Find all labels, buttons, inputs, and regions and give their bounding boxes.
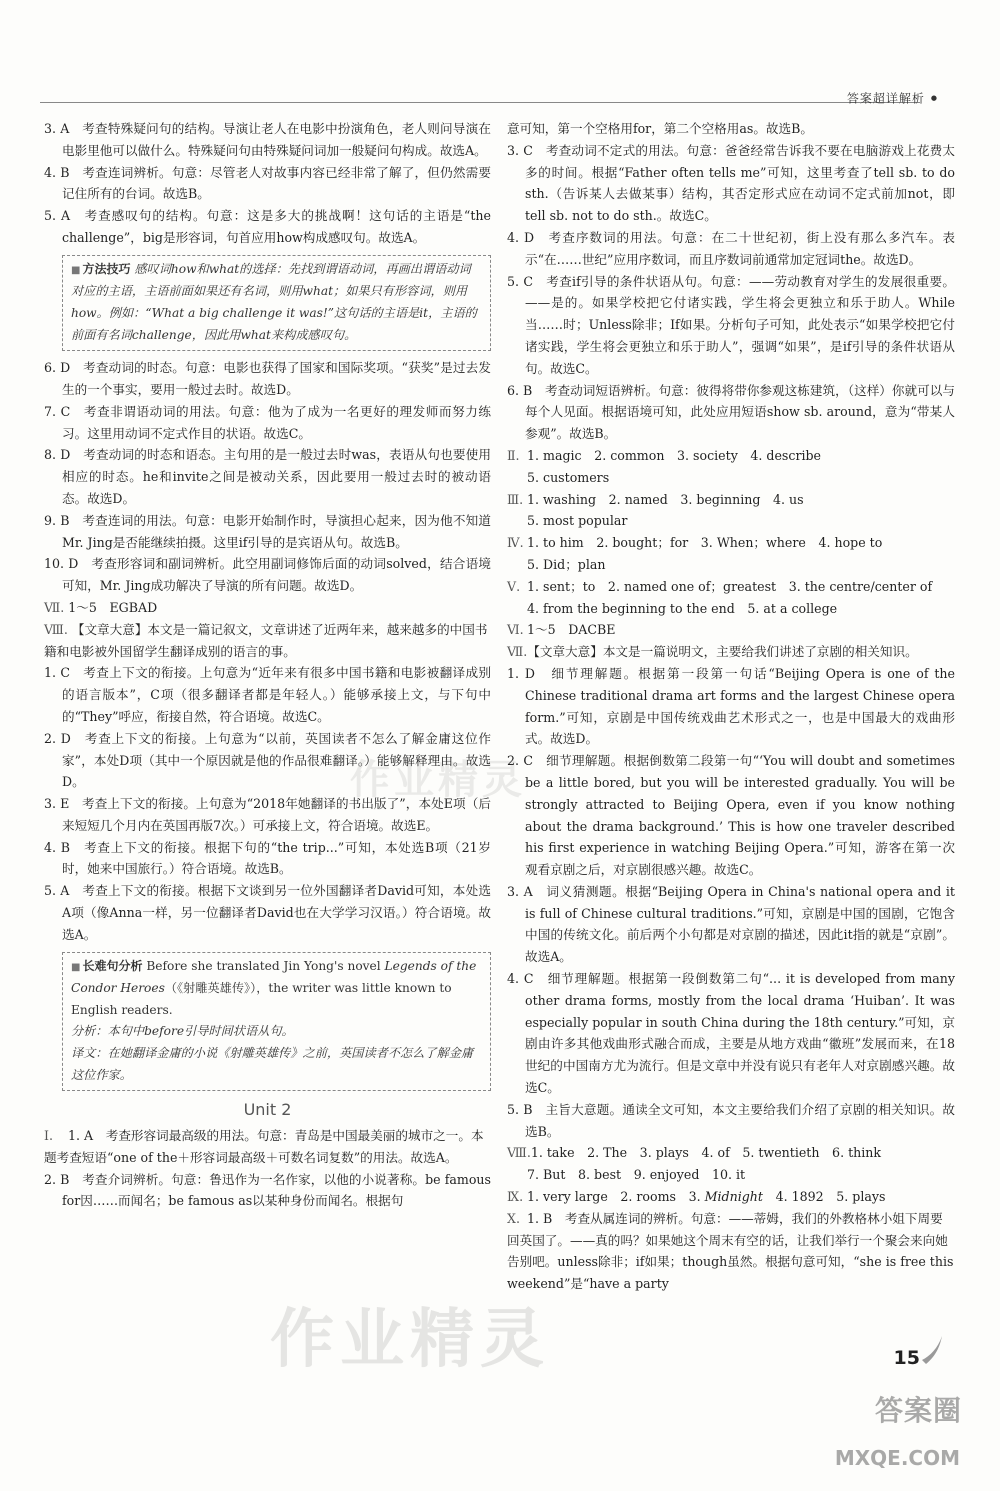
section-iv-cont: 5. Did；plan [527,556,606,572]
section-v-cont: 4. from the beginning to the end 5. at a college [527,600,838,616]
section-iii [507,489,955,511]
section-ix [507,1186,955,1208]
answer-item: 4. D 考查序数词的用法。句意：在二十世纪初，街上没有那么多汽车。表示“在……世纪”应用序数词，而且序数词前通常加定冠词the。故选D。 [507,229,955,267]
section-vii [44,597,491,619]
section-ii [507,445,955,467]
section-label: Ⅱ. [507,447,520,463]
section-answers: 1. washing 2. named 3. beginning 4. us [527,491,804,507]
section-x [507,1208,955,1295]
answer-item: 7. C 考查非谓语动词的用法。句意：他为了成为一名更好的理发师而努力练习。这里用动词不定式作目的状语。故选C。 [44,403,491,441]
section-viii [507,1142,955,1164]
section-answers-italic: Midnight [704,1189,763,1205]
brand-url: MXQE.COM [834,1446,960,1470]
right-column [507,118,955,1295]
section-label: Ⅹ. [507,1210,520,1226]
section-label: Ⅶ. [507,644,528,660]
section-i [44,1125,491,1169]
section-answers: 1. magic 2. common 3. society 4. describe [527,447,822,463]
translation-line: 译文：在她翻译金庸的小说《射雕英雄传》之前，英国读者不怎么了解金庸这位作家。 [71,1046,474,1082]
analysis-box [62,952,491,1092]
analysis-title: ■ 长难句分析 [71,959,142,973]
answer-item: 3. E 考查上下文的衔接。上句意为“2018年她翻译的书出版了”，本处E项（后来短短几个月内在英国再版7次。）可承接上文，符合语境。故选E。 [44,796,491,833]
section-viii-cont: 7. But 8. best 9. enjoyed 10. it [527,1167,746,1183]
section-label: Ⅶ. [44,599,65,615]
section-iv [507,532,955,554]
analysis-sentence-b: （《射雕英雄传》），the writer was little known to English readers. [71,981,452,1017]
answer-item: 1. C 考查上下文的衔接。上句意为“近年来有很多中国书籍和电影被翻译成别的语言版本”，C项（很多翻译者都是年轻人。）能够承接上文，与下句中的“They”呼应，衔接自然，符合语境。故选C。 [44,665,491,724]
answer-item: 4. B 考查连词辨析。句意：尽管老人对故事内容已经非常了解了，但仍然需要记住所有的台词。故选B。 [44,164,491,202]
answer-item: 意可知，第一个空格用for，第二个空格用as。故选B。 [507,121,813,136]
answer-item: 1. A 考查形容词最高级的用法。句意：青岛是中国最美丽的城市之一。本题考查短语“one of the＋形容词最高级＋可数名词复数”的用法。故选A。 [44,1128,484,1165]
section-answers-b: 4. 1892 5. plays [762,1189,886,1205]
answer-item: 2. D 考查上下文的衔接。上句意为“以前，英国读者不怎么了解金庸这位作家”，本处D项（其中一个原因就是他的作品很难翻译。）能够解释理由。故选D。 [44,730,491,790]
answer-item: 10. D 考查形容词和副词辨析。此空用副词修饰后面的动词solved，结合语境可知，Mr. Jing成功解决了导演的所有问题。故选D。 [44,556,491,594]
answer-item: 3. A 考查特殊疑问句的结构。导演让老人在电影中扮演角色，老人则问导演在电影里他可以做什么。特殊疑问句由特殊疑问词加一般疑问句构成。故选A。 [44,121,491,158]
header-title: 答案超详解析 ● [847,88,938,110]
section-label: Ⅵ. [507,622,524,638]
answer-item: 8. D 考查动词的时态和语态。主句用的是一般过去时was，表语从句也要使用相应的时态。he和invite之间是被动关系，因此要用一般过去时的被动语态。故选D。 [44,447,491,506]
answer-item: 9. B 考查连词的用法。句意：电影开始制作时，导演担心起来，因为他不知道Mr. Jing是否能继续拍摄。这里if引导的是宾语从句。故选B。 [44,512,491,550]
section-answers: 1. to him 2. bought；for 3. When；where 4. hope to [527,535,883,551]
answer-item: 5. B 主旨大意题。通读全文可知，本文主要给我们介绍了京剧的相关知识。故选B。 [507,1101,955,1139]
section-vii [507,641,955,663]
tip-text: 感叹词how和what的选择：先找到谓语动词，再画出谓语动词对应的主语，主语前面如果还有名词，则用what；如果只有形容词，则用how。例如：“What a big challenge it was!”这句话的主语是it，主语的前面有名词challenge，因此用what来构成感叹句。 [71,261,477,342]
analysis-sentence-a: Before she translated Jin Yong's novel [146,958,385,973]
tip-box [62,255,491,351]
answer-item: 5. A 考查上下文的衔接。根据下文谈到另一位外国翻译者David可知，本处选A项（像Anna一样，另一位翻译者David也在大学学习汉语。）符合语境。故选A。 [44,883,491,942]
section-label: Ⅳ. [507,535,524,551]
section-viii [44,619,491,663]
section-answers: 1. sent；to 2. named one of；greatest 3. the centre/center of [527,578,933,594]
header-rule [40,102,920,103]
answer-item: 6. D 考查动词的时态。句意：电影也获得了国家和国际奖项。“获奖”是过去发生的一个事实，要用一般过去时。故选D。 [44,360,491,397]
section-answers: 1. take 2. The 3. plays 4. of 5. twentieth 6. think [530,1145,882,1161]
watermark-mid: 作业精灵 [350,757,526,803]
section-answers: 1～5 EGBAD [68,599,158,615]
answer-item: 5. A 考查感叹句的结构。句意：这是多大的挑战啊！这句话的主语是“the challenge”，big是形容词，句首应用how构成感叹句。故选A。 [44,208,491,245]
answer-item: 5. C 考查if引导的条件状语从句。句意：——劳动教育对学生的发展很重要。——是的。如果学校把它付诸实践，学生将会更独立和乐于助人。While当……时；Unless除非；If如果。分析句子可知，此处表示“如果学校把它付诸实践，学生将会更独立和乐于助人”，强调“如果”，是if引导的条件状语从句。故选C。 [507,273,955,376]
answer-item: 3. A 词义猜测题。根据“Beijing Opera in China's national opera and it is full of Chinese cultural traditions.”可知，京剧是中国的国剧，它饱含中国的传统文化。前后两个小句都是对京剧的描述，因此it指的就是“京剧”。故选A。 [507,883,955,965]
section-vi [507,619,955,641]
section-label: Ⅰ. [44,1128,53,1144]
analysis-line: 分析：本句中before引导时间状语从句。 [71,1024,294,1039]
answer-item: 4. C 细节理解题。根据第一段倒数第二句“... it is developed from many other drama forms, mostly from the local drama ‘Huiban’. It was especially popular in south China during the 18th century.”可知，京剧由许多其他戏曲形式融合而成，主要是从地方戏曲“徽班”发展而来，在18世纪的中国南方尤为流行。但是文章中并没有说只有老年人对京剧感兴趣。故选C。 [507,971,955,1096]
page-number: 15 [893,1347,920,1369]
brand-logo: 答案圈 [874,1394,962,1427]
section-v [507,576,955,598]
answer-item: 4. B 考查上下文的衔接。根据下句的“the trip...”可知，本处选B项（21岁时，她来中国旅行。）符合语境。故选B。 [44,839,491,877]
section-label: Ⅷ. [44,621,68,637]
section-label: Ⅸ. [507,1189,524,1205]
answer-item: 1. D 细节理解题。根据第一段第一句话“Beijing Opera is one of the Chinese traditional drama art forms and the largest Chinese opera form.”可知，京剧是中国传统戏曲艺术形式之一，也是中国最大的戏曲形式。故选D。 [507,665,955,747]
section-answers: 1～5 DACBE [527,622,616,638]
section-label: Ⅴ. [507,578,521,594]
answer-item: 2. B 考查介词辨析。句意：鲁迅作为一名作家，以他的小说著称。be famous for因……而闻名；be famous as以某种身份而闻名。根据句 [44,1171,491,1209]
section-answers-a: 1. very large 2. rooms 3. [527,1189,705,1205]
watermark-main: 作业精灵 [270,1303,550,1377]
answer-item: 1. B 考查从属连词的辨析。句意：——蒂姆，我们的外教格林小姐下周要回英国了。——真的吗？如果她这个周末有空的话，让我们举行一个聚会来向她告别吧。unless除非；if如果；though虽然。根据句意可知，“she is free this weekend”是“have a party [507,1210,954,1292]
passage-summary: 【文章大意】本文是一篇说明文，主要给我们讲述了京剧的相关知识。 [527,644,918,660]
swoosh-icon [918,1330,948,1370]
passage-summary: 【文章大意】本文是一篇记叙文，文章讲述了近两年来，越来越多的中国书籍和电影被外国留学生翻译成别的语言的事。 [44,621,488,659]
answer-item: 3. C 考查动词不定式的用法。句意：爸爸经常告诉我不要在电脑游戏上花费太多的时间。根据“Father often tells me”可知，这里考查了tell sb. to do sth.（告诉某人去做某事）结构，其否定形式应在动词不定式前加not，即tell sb. not to do sth.。故选C。 [507,142,955,224]
section-label: Ⅷ. [507,1145,531,1161]
unit-title: Unit 2 [243,1100,292,1120]
left-column [44,118,491,1212]
section-label: Ⅲ. [507,491,524,507]
answer-item: 2. C 细节理解题。根据倒数第二段第一句“‘You will doubt and sometimes be a little bored, but you will be interested gradually. You will be strongly attracted to Beijing Opera, even if you know nothing about the drama background.’ This is how one traveler described his first experience in watching Beijing Opera.”可知，游客在第一次观看京剧之后，对京剧很感兴趣。故选C。 [507,753,955,878]
analysis-book-title: Legends of the Condor Heroes [71,958,477,996]
section-ii-cont: 5. customers [527,469,610,485]
section-iii-cont: 5. most popular [527,513,628,529]
tip-title: ■ 方法技巧 [71,262,130,276]
answer-item: 6. B 考查动词短语辨析。句意：彼得将带你参观这栋建筑，（这样）你就可以与每个人见面。根据语境可知，此处应用短语show sb. around，意为“带某人参观”。故选B。 [507,382,955,442]
